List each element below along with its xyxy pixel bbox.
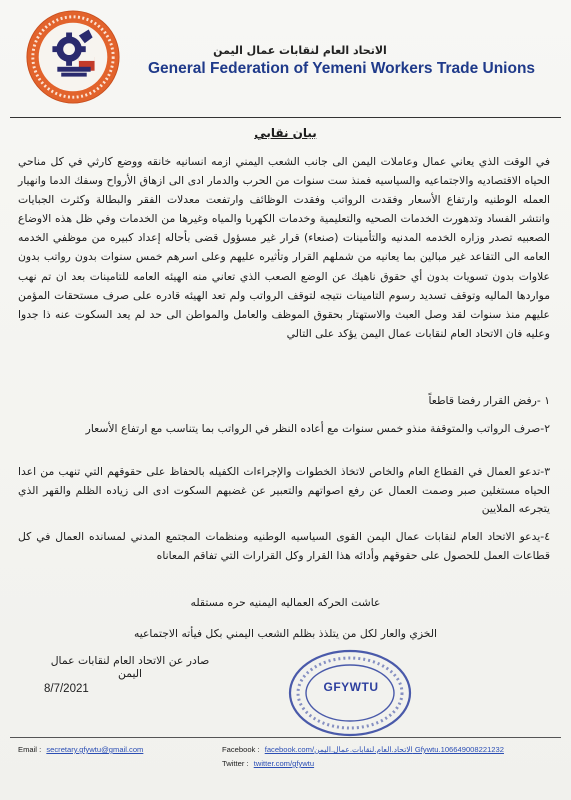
footer-twitter [222, 759, 314, 768]
document-date: 8/7/2021 [44, 683, 89, 695]
footer-divider [10, 737, 561, 738]
footer-facebook-link[interactable]: facebook.com/الاتحاد.العام.لنقابات.عمال.اليمن Gfywtu.106649008221232 [264, 745, 504, 754]
union-emblem-icon [24, 8, 122, 106]
footer-email-label: Email : [18, 745, 42, 754]
footer-facebook [222, 745, 504, 754]
header-divider [10, 117, 561, 118]
footer-email [18, 745, 143, 754]
demand-item-3: ٣-تدعو العمال في القطاع العام والخاص لاتخاذ الخطوات والإجراءات الكفيله بالحفاظ على حقوقهم التي تنهب من اعدا الحياه مستغلين صبر وصمت العمال عن رفع اصواتهم والتعبير عن غضبهم السكوت ادى الى زياده الظلم والقهر الذي يتجرعه الملايين [18, 465, 550, 515]
footer-email-link[interactable]: secretary.gfywtu@gmail.com [46, 745, 144, 754]
closing-slogan: عاشت الحركه العماليه اليمنيه حره مستقله [190, 596, 381, 609]
demand-item-1: ١ -رفض القرار رفضا قاطعاً [428, 394, 550, 407]
issuer-line: صادر عن الاتحاد العام لنقابات عمال اليمن [50, 654, 210, 680]
stamp-abbreviation: GFYWTU [323, 680, 379, 694]
header-arabic-name: الاتحاد العام لنقابات عمال اليمن [213, 44, 387, 57]
statement-paragraph: في الوقت الذي يعاني عمال وعاملات اليمن الى جانب الشعب اليمني ازمه انسانيه خانقه ووضع كارثي في كل مناحي الحياه الاقتصاديه والاجتماعيه والسياسيه فمنذ ست سنوات من الحرب والدمار ادى الى ازهاق الأرواح وسفك الدما وانهيار العمله الوطنيه وارتفاع الأسعار وفقدت الرواتب وفقدت الوظائف وارتفعت معدلات الفقر والبطالة وكثرت الجبايات وانتشر الفساد وتدهورت الخدمات الصحيه والتعليمية وخدمات الكهربا والمياه وغيرها من الخدمات وفي ظل هذه الاوضاع الصعبيه تصدر وزاره الخدمه المدنيه والتأمينات (صنعاء) قرار غير مسؤول قضى بأحاله إعداد كبيره من موظفي الخدمه العامه الى التقاعد غير مبالين بما يعانيه من شملهم القرار وتأثيره عليهم وعلى اسرهم خمس سنوات بدون رواتب بدون علاوات بدون تسويات بدون أي حقوق ناهيك عن الوضع الصعب الذي تعاني منه الهيئه العامه للتامينات بعد ان تم نهب مواردها الماليه وتوقف تسديد رسوم التامينات نتيجه لتوقف الرواتب ولم تعد الهيئه قادره على صرف مستحقات المؤمن عليهم منذ سنوات لقد وصل العبث والاستهتار بحقوق الموظف والعامل والمواطن الى حد لم يعد السكوت عنه ذا جدوا وعليه فان الاتحاد العام لنقابات عمال اليمن يؤكد على التالي [18, 155, 550, 340]
header-english-name: General Federation of Yemeni Workers Trade Unions [148, 60, 536, 77]
footer-facebook-label: Facebook : [222, 745, 260, 754]
document-title: بيان نقابي [254, 126, 317, 140]
closing-condemnation: الخزي والعار لكل من يتلذذ بظلم الشعب اليمني بكل فيأته الاجتماعيه [133, 627, 438, 640]
footer-twitter-link[interactable]: twitter.com/gfywtu [253, 759, 315, 768]
demand-item-2: ٢-صرف الرواتب والمتوقفة منذو خمس سنوات مع أعاده النظر في الرواتب بما يتناسب مع ارتفاع الأسعار [85, 422, 550, 435]
footer-twitter-label: Twitter : [222, 759, 249, 768]
demand-item-4: ٤-يدعو الاتحاد العام لنقابات عمال اليمن القوى السياسيه الوطنيه ومنظمات المجتمع المدني لمسانده العمال في كل قطاعات العمل للحصول على حقوقهم وأدائه هذا القرار وكل القرارات التي تفاقم المعاناه [18, 530, 550, 562]
